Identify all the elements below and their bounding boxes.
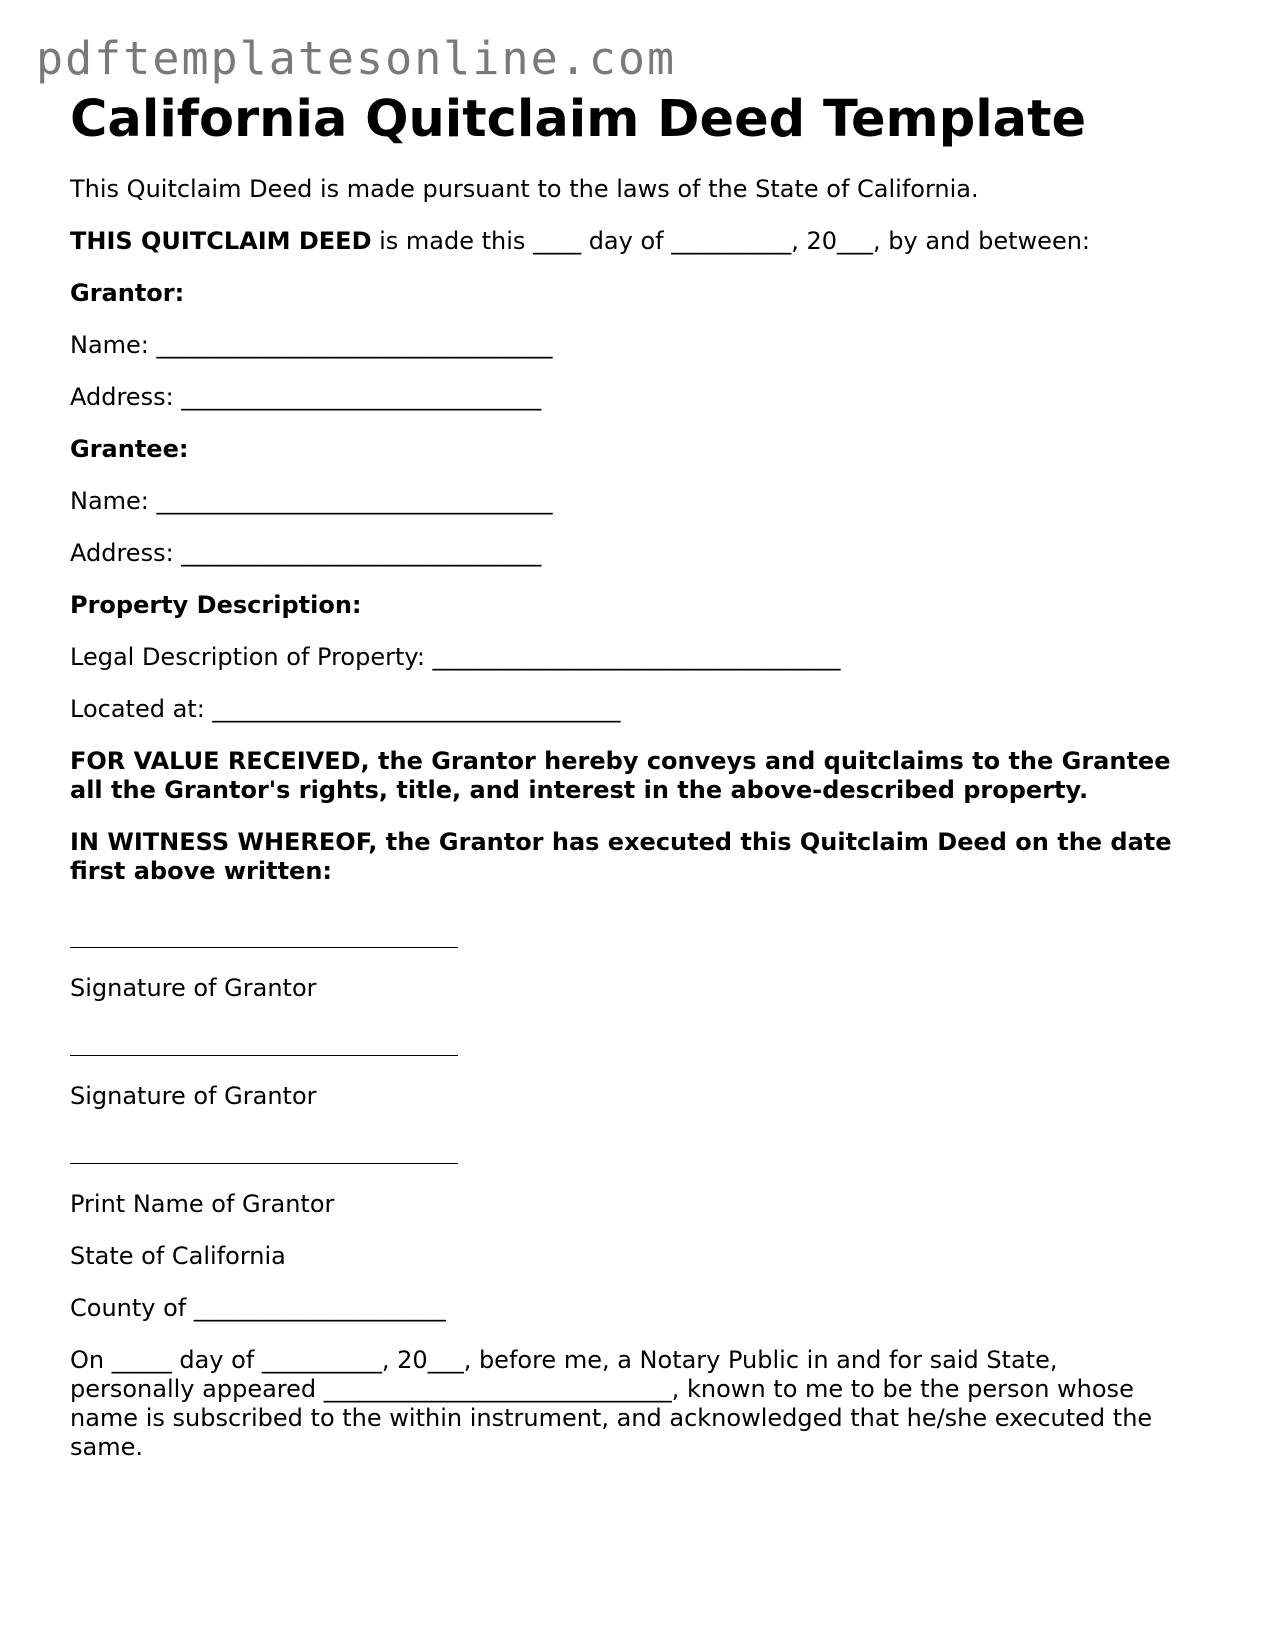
grantee-heading: Grantee:: [70, 435, 189, 463]
signature-label-2: Signature of Grantor: [70, 1082, 317, 1110]
print-name-line[interactable]: [70, 1163, 458, 1164]
deed-line-lead: THIS QUITCLAIM DEED: [70, 227, 372, 255]
conveyance-clause: FOR VALUE RECEIVED, the Grantor hereby conveys and quitclaims to the Grantee all the Grantor's rights, title, and interest in the above-described property.: [70, 747, 1171, 804]
signature-label-1: Signature of Grantor: [70, 974, 317, 1002]
grantee-name-field[interactable]: Name: _________________________________: [70, 487, 553, 515]
intro-text: This Quitclaim Deed is made pursuant to the laws of the State of California.: [70, 175, 979, 203]
print-name-label: Print Name of Grantor: [70, 1190, 335, 1218]
notary-acknowledgment: On _____ day of __________, 20___, before me, a Notary Public in and for said State, personally appeared _____________________________, known to me to be the person whose name is subscribed to the within instrument, and acknowledged that he/she executed the same.: [70, 1346, 1153, 1461]
notary-state: State of California: [70, 1242, 286, 1270]
grantor-signature-line-2[interactable]: [70, 1055, 458, 1056]
grantor-heading: Grantor:: [70, 279, 185, 307]
grantor-name-field[interactable]: Name: _________________________________: [70, 331, 553, 359]
grantor-signature-line-1[interactable]: [70, 947, 458, 948]
witness-clause: IN WITNESS WHEREOF, the Grantor has executed this Quitclaim Deed on the date first above written:: [70, 828, 1172, 885]
deed-line: [70, 227, 1220, 256]
deed-line-rest: is made this ____ day of __________, 20___, by and between:: [371, 227, 1090, 255]
property-heading: Property Description:: [70, 591, 362, 619]
grantee-address-field[interactable]: Address: ______________________________: [70, 539, 542, 567]
page-title: California Quitclaim Deed Template: [70, 90, 1087, 149]
document-body: [70, 86, 1220, 1462]
legal-description-field[interactable]: Legal Description of Property: __________________________________: [70, 643, 841, 671]
located-at-field[interactable]: Located at: __________________________________: [70, 695, 621, 723]
watermark: pdftemplatesonline.com: [36, 32, 677, 85]
grantor-address-field[interactable]: Address: ______________________________: [70, 383, 542, 411]
notary-county-field[interactable]: County of _____________________: [70, 1294, 446, 1322]
